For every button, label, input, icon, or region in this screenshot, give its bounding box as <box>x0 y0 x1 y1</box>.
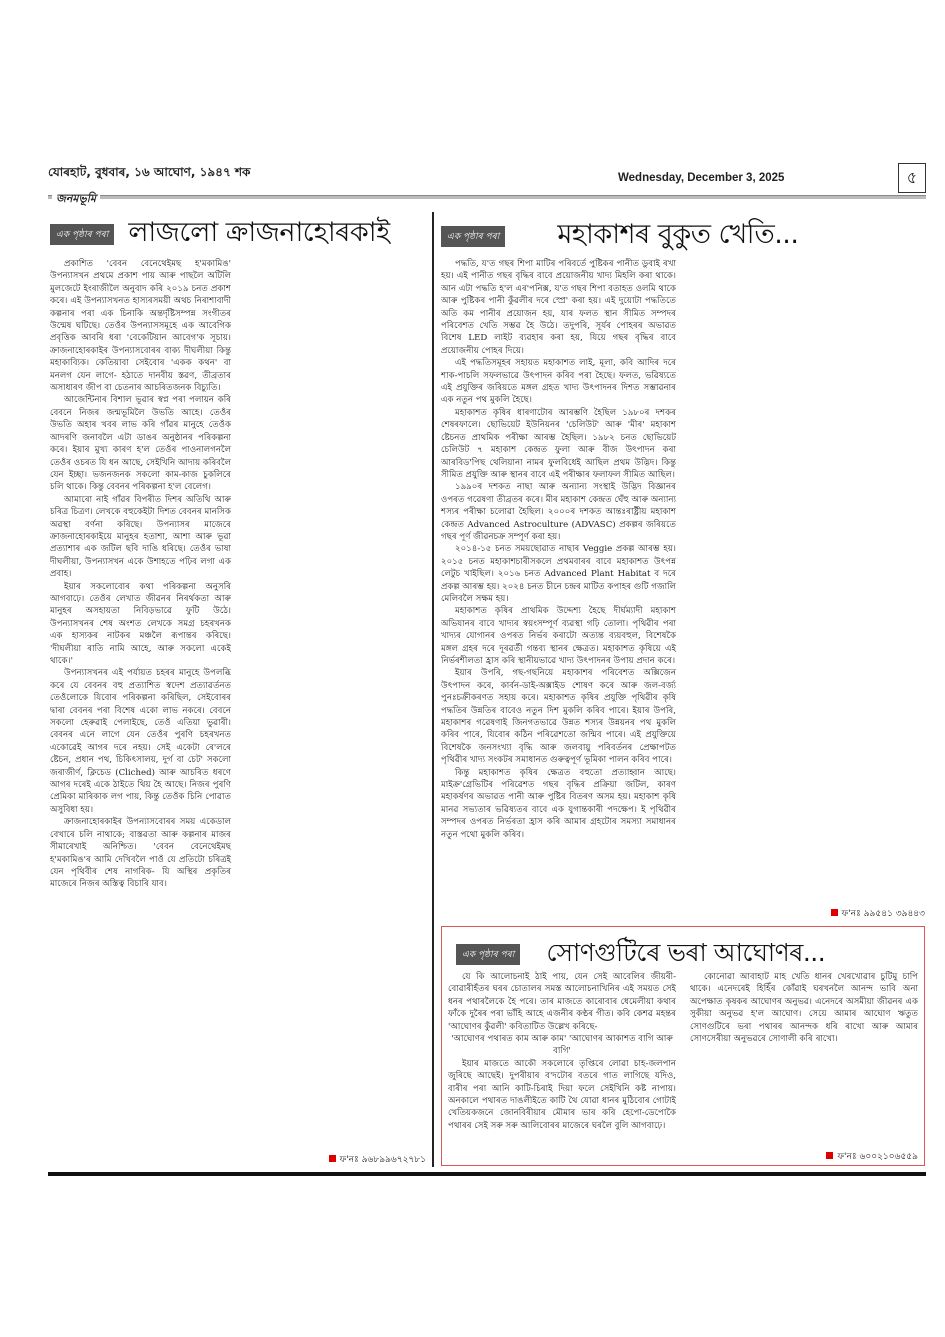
article-3-phone <box>718 1149 918 1164</box>
paragraph: প্ৰকাশিত 'বেবন বেনেথেইমছ হ'মকামিঙ' উপন্যাসখন প্ৰথমে প্ৰকাশ পায় আৰু পাছলৈ অটিলি মুলজেটে ইংৰাজীলৈ অনুবাদ কৰি ২০১৯ চনত প্ৰকাশ কৰে। এই উপন্যাসখনত হাস্যৰসময়ী অথচ নিৰাশাবাদী কল্পনাৰ পৰা এক চিনাকি অন্তৰ্দৃষ্টিসম্পন্ন সংগীতৰ উন্মেষ ঘটিছে। তেওঁৰ উপন্যাসসমূহে এক আবেগিক প্ৰবৃত্তিক আবৰি ধৰা 'বেকেটিয়ান আবেগ'ক সূচায়। ক্ৰাজনাহোৰকাইৰ উপন্যাসবোৰৰ বাক্য দীঘলীয়া কিন্তু মহাকাব্যিক। কেতিয়াবা সেইবোৰ 'একক কথন' বা মনলগ যেন লাগে- হঠাতে দানবীয় স্তৱণ, তীব্ৰতাৰ অসাধাৰণ জীপ বা চেতনাৰ আচৰিতজনক বিচ্যুতি। <box>50 259 231 394</box>
bullet-icon <box>329 1155 336 1162</box>
paragraph: উপন্যাসখনৰ এই পৰ্যায়ত চহৰৰ মানুহে উপলব্ধি কৰে যে বেবনৰ বহু প্ৰত্যাশিত স্বদেশ প্ৰত্যাৱৰ্তনত তেওঁলোকে যিবোৰ পৰিকল্পনা কৰিছিল, সেইবোৰৰ দ্বাৰা বেবনৰ পৰা বিশেষ একো লাভ নকৰে। বেবনে সকলো হেৰুৱাই পেলাইছে, তেওঁ এতিয়া ভুৱাৰী। বেবনৰ এনে লাগে যেন তেওঁৰ পুৰণি চহৰখনত একোৱেই আগৰ দৰে নহয়। সেই একেটা ৰে'লৰে ষ্টেচন, প্ৰধান পথ, চিকিৎসালয়, দুৰ্গ বা চেট' সকলো জৰাজীৰ্ণ, ক্লিচেড (Cliched) আৰু আচৰিত ধৰণে আগৰ দৰেই একে ঠাইতে থিয় হৈ আছে। নিজৰ পুৰণি প্ৰেমিকা মাৰিকাক লগ পায়, কিন্তু তেওঁক চিনি পোৱাত অসুবিধা হয়। <box>50 668 231 815</box>
bullet-icon <box>831 909 838 916</box>
paragraph: আজেন্টিনাৰ বিশাল ভূৱাৰ স্বপ্ন পৰা পলায়ন কৰি বেবনে নিজৰ জন্মভূমিলৈ উভতি আহে। তেওঁৰ উভতি অহাৰ খবৰ লাভ কৰি গাঁৱৰ মানুহে তেওঁক আদৰণি জনাবলৈ এটা ডাঙৰ অনুষ্ঠানৰ পৰিকল্পনা কৰে। ইয়াৰ মুখ্য কাৰণ হ'ল তেওঁৰ পাওনালগনলৈ তেওঁৰ ওচৰত যি ধন আছে, সেইখিনি আদায় কৰিবলৈ যেন ইচ্ছা। ভজনজনক সকলো কাম-কাজ চুকলিৰে চলি থাকে। কিন্তু বেবনৰ পৰিকল্পনা হ'ল বেলেগ। <box>50 395 231 493</box>
paragraph: মহাকাশত কৃষিৰ ধাৰণাটোৰ আৰম্ভণি হৈছিল ১৯৮০ৰ দশকৰ শেষৰফালে। ছোভিয়েট ইউনিয়নৰ 'চেলিউট' আৰু 'মীৰ' মহাকাশ ষ্টেচনত প্ৰাথমিক পৰীক্ষা আৰম্ভ হৈছিল। ১৯৮২ চনত ছোভিয়েট চেলিউট ৭ মহাকাশ কেন্দ্ৰত ফুলা আৰু বীজ উৎপাদন কৰা আৰবিড'পিছ থেলিয়ানা নামৰ ফুলবিধেই আছিল প্ৰথম উদ্ভিদ। কিন্তু সীমিত প্ৰযুক্তি আৰু স্থানৰ বাবে এই পৰীক্ষাৰ ফলাফল সীমিত আছিল। <box>441 407 676 480</box>
paragraph: আমাৰো নাই গাঁৱৰ বিপৰীত দিশৰ অতিথি আৰু চৰিত্ৰ চিত্ৰণ। লেখকে বহুকেইটা দিশত বেবনৰ মানসিক অৱস্থা বৰ্ণনা কৰিছে। উপন্যাসৰ মাজেৰে ক্ৰাজনাহোৰকাইয়ে মানুহৰ হতাশা, আশা আৰু ভূৱা প্ৰত্যাশাৰ এক জটিল ছবি দাঙি ধৰিছে। তেওঁৰ ভাষা দীঘলীয়া, উপন্যাসখন একে উশাহতে পঢ়িব লগা এক প্ৰবাহ। <box>50 494 231 580</box>
phone-number: ফ'নঃ ৯৯৫৪১ ৩৯৪৪৩ <box>841 909 925 919</box>
poem-quote: 'আঘোণৰ পথাৰত কাম আৰু কাম' 'আঘোণৰ আকাশত বাগি আৰু বাগি' <box>451 1034 673 1057</box>
article-title: লাজলো ক্ৰাজনাহোৰকাই <box>128 217 390 248</box>
paragraph: কোনোৱা আবাহাট মাহ খেতি ধানৰ খেৰখোৱাৰ চুটিমু চাপি থাকে। এনেদৰেই হিহিঁৰ কোঁৱাই ঘৰখনলৈ আনন্দ ভাবি অনা অপেক্ষাত কৃষকৰ আঘোণৰ অনুভৱ। এনেদৰে অসমীয়া জীৱনৰ এক সুকীয়া অনুভৱ হ'ল আঘোণ। সেয়ে আমাৰ আঘোণ ঋতুত সোণগুটিৰে ভৰা পথাৰৰ আনন্দক ধৰি ৰাখো আৰু আমাৰ সোণসেৰীয়া অনুভৱৰে সোণালী কৰি ৰাখো। <box>690 972 918 1045</box>
article-1-headline <box>50 212 390 257</box>
date-assamese: যোৰহাট, বুধবাৰ, ১৬ আঘোণ, ১৯৪৭ শক <box>48 165 251 179</box>
paragraph: ২০১৪-১৫ চনত সময়ছোৱাত নাছাৰ Veggie প্ৰকল্প আৰম্ভ হয়। ২০১৫ চনত মহাকাশচাৰীসকলে প্ৰথমবাৰৰ বাবে মহাকাশত উৎপন্ন লেটুচ খাইছিল। ২০১৬ চনত Advanced Plant Habitat ব দৰে প্ৰকল্প আৰম্ভ হয়। ২০২৪ চনত চীনে চন্দ্ৰৰ মাটিত কপাহৰ গুটি গজালি মেলিবলৈ সক্ষম হয়। <box>441 544 676 604</box>
article-3-body <box>448 971 918 1147</box>
continued-tag: এক পৃষ্ঠাৰ পৰা <box>441 226 505 247</box>
paragraph: ক্ৰাজনাহোৰকাইৰ উপন্যাসবোৰৰ সময় একেডাল বেখাৰে চলি নাথাকে; বাস্তৱতা আৰু কল্পনাৰ মাজৰ সীমাৰেখাই অনিশ্চিত। 'বেবন বেনেথেইমছ হ'মকামিঙ'ৰ আমি দেখিবলৈ পাওঁ যে প্ৰতিটো চৰিত্ৰই যেন পৃথিবীৰ শেষ নাগৰিক- যি অস্থিৰ প্ৰকৃতিৰ মাজেৰে নিজৰ অস্তিত্ব বিচাৰি যাব। <box>50 817 231 890</box>
continued-tag: এক পৃষ্ঠাৰ পৰা <box>50 224 114 245</box>
paragraph: ইয়াৰ মাজতে আকৌ সকলোৰে তৃপ্তিৰে লোৱা চাহ-জলপান জুৰিছে আছেই। দুপৰীয়াৰ ব'দটোৰ বতৰে গাত লাগিছে যদিও, বাৰীৰ পৰা আনি কাটি-চিৰাই দিয়া ফলে সেইখিনি কষ্ট নাপায়। অনকালে পথাৰত দাঙলীইতে কাটি থৈ যোৱা ধানৰ মুঠিবোৰ গোটাই খেতিয়কজনে জোনবিৰীয়াৰ মৌমাৰ ভাৰ কৰি হেপো-ডেপোকৈ পথাৰৰ সেই সৰু সৰু আলিবোৰৰ মাজেৰে ঘৰলৈ বুলি আগবাঢ়ে। <box>448 1058 676 1131</box>
paragraph: ১৯৯০ৰ দশকত নাছা আৰু অন্যান্য সংস্থাই উদ্ভিদ বিজ্ঞানৰ ওপৰত গৱেষণা তীব্ৰতৰ কৰে। মীৰ মহাকাশ কেন্দ্ৰত ঘেঁহু আৰু অন্যান্য শস্যৰ পৰীক্ষা চলোৱা হৈছিল। ২০০০ৰ দশকত আন্তঃৰাষ্ট্ৰীয় মহাকাশ কেন্দ্ৰত Advanced Astroculture (ADVASC) প্ৰকল্পৰ জৰিয়তে গছৰ পূৰ্ণ জীৱনচক্ৰ সম্পূৰ্ণ কৰা হয়। <box>441 482 676 542</box>
paragraph: এই পদ্ধতিসমূহৰ সহায়ত মহাকাশত লাই, মূলা, কবি আদিৰ দৰে শাক-পাচলি সফলভাৱে উৎপাদন কৰিব পৰা হৈছে। ফলত, ভৱিষ্যতে এই প্ৰযুক্তিৰ জৰিয়তে মঙ্গল গ্ৰহত খাদ্য উৎপাদনৰ দিশত সম্ভাৱনাৰ এক নতুন পথ মুকলি হৈছে। <box>441 358 676 406</box>
masthead-rule <box>48 195 926 199</box>
paragraph: কিন্তু মহাকাশত কৃষিৰ ক্ষেত্ৰত বহুতো প্ৰত্যাহ্বান আছে। মাইক্ৰ'গ্ৰেভিটিৰ পৰিৱেশত গছৰ বৃদ্ধিৰ প্ৰক্ৰিয়া জটিল, কাৰণ মহাকৰ্ষণৰ অভাৱত পানী আৰু পুষ্টিৰ বিতৰণ অসম হয়। মহাকাশ কৃষি মানৱ সভ্যতাৰ ভৱিষ্যতৰ বাবে এক যুগান্তকাৰী পদক্ষেপ। ই পৃথিৱীৰ সম্পদৰ ওপৰত নিৰ্ভৰতা হ্ৰাস কৰি আমাৰ গ্ৰহটোৰ সমস্যা সমাধানৰ নতুন পথো মুকলি কৰিব। <box>441 767 676 840</box>
article-2-headline <box>441 214 798 259</box>
article-1-phone <box>240 1152 426 1167</box>
article-title: মহাকাশৰ বুকুত খেতি... <box>557 219 799 250</box>
article-2-phone <box>700 906 925 921</box>
article-3-headline <box>456 933 825 976</box>
page-number: ৫ <box>898 163 926 193</box>
paragraph: পদ্ধতি, য'ত গছৰ শিপা মাটিৰ পৰিবৰ্তে পুষ্টিকৰ পানীত ডুবাই ৰখা হয়। এই পানীত গছৰ বৃদ্ধিৰ বাবে প্ৰয়োজনীয় খাদ্য মিহলি কৰা থাকে। আন এটা পদ্ধতি হ'ল এৰ'পনিক্স, য'ত গছৰ শিপা বতাহত ওলমি থাকে আৰু পুষ্টিকৰ পানী কুঁৱলীৰ দৰে স্প্ৰে' কৰা হয়। এই দুয়োটা পদ্ধতিতে অতি কম পানীৰ প্ৰয়োজন হয়, যাৰ ফলত স্থান সীমিত সম্পদৰ পৰিবেশত খেতি সম্ভৱ হৈ উঠে। তদুপৰি, সূৰ্যৰ পোহৰৰ অভাৱত বিশেষ LED লাইট ব্যৱহাৰ কৰা হয়, যিয়ে গছৰ বৃদ্ধিৰ বাবে প্ৰয়োজনীয় পোহৰ দিয়ে। <box>441 259 676 356</box>
paragraph: যে কি আলোচনাই ঠাই পায়, যেন সেই আবেলিৰ জীয়ৰী-বোৱাৰীহঁতৰ ঘৰৰ চোতালৰ সমস্ত আলোচনাখিনিৰ এই সময়ত সেই ধনৰ পথাৰলৈকে হৈ পৰে। তাৰ মাজতে কাৰোবাৰ ধেমেলীয়া কথাৰ ফাঁকে দুৰৈৰ পৰা ভাঁহি আহে এজনীৰ কণ্ঠৰ গীত। কবি কেশৱ মহন্তৰ 'আঘোণৰ কুঁৱলী' কবিতাটিত উল্লেখ কৰিছে- <box>448 972 676 1032</box>
column-divider <box>432 212 434 1167</box>
masthead-logo: জনমভূমি <box>52 190 100 209</box>
article-1-body <box>50 258 426 1148</box>
article-3-box <box>441 926 925 1166</box>
paragraph: মহাকাশত কৃষিৰ প্ৰাথমিক উদ্দেশ্য হৈছে দীৰ্ঘম্যাদী মহাকাশ অভিযানৰ বাবে খাদ্যৰ স্বয়ংসম্পূৰ্ণ ব্যৱস্থা গঢ়ি তোলা। পৃথিৱীৰ পৰা খাদ্যৰ যোগানৰ ওপৰত নিৰ্ভৰ কৰাটো অত্যন্ত ব্যয়বহুল, বিশেষকৈ মঙ্গল গ্ৰহৰ দৰে দূৰৱৰ্তী গন্তব্য স্থানৰ ক্ষেত্ৰত। মহাকাশত কৃষিয়ে এই নিৰ্ভৰশীলতা হ্ৰাস কৰি স্থানীয়ভাৱে খাদ্য উৎপাদনৰ উপায় প্ৰদান কৰে। <box>441 606 676 666</box>
article-2-body <box>441 258 925 898</box>
paragraph: ইয়াৰ সকলোবোৰ কথা পৰিকল্পনা অনুসৰি আগবাঢ়ে। তেওঁৰ লেখাত জীৱনৰ নিৰৰ্থকতা আৰু মানুহৰ অসহায়তা নিবিড়ভাৱে ফুটি উঠে। উপন্যাসখনৰ শেষ অংশত লেখকে সমগ্ৰ চহৰখনক এক হাস্যকৰ নাটকৰ মঞ্চলৈ ৰূপান্তৰ কৰিছে। 'দীঘলীয়া ৰাতি নামি আহে, আৰু সকলো একেই থাকে।' <box>50 581 231 666</box>
bullet-icon <box>826 1152 833 1159</box>
page-bottom-rule <box>48 1172 926 1176</box>
continued-tag: এক পৃষ্ঠাৰ পৰা <box>456 944 520 965</box>
paragraph: ইয়াৰ উপৰি, গছ-গছনিয়ে মহাকাশৰ পৰিবেশত অক্সিজেন উৎপাদন কৰে, কাৰ্বন-ডাই-অক্সাইড শোষণ কৰে আৰু জল-বৰ্জ্য পুনঃচক্ৰীকৰণত সহায় কৰে। মহাকাশত কৃষিৰ প্ৰযুক্তি পৃথিৱীৰ কৃষি পদ্ধতিৰ উন্নতিৰ বাবেও নতুন দিশ মুকলি কৰিব পাৰে। ইয়াৰ উপৰি, মহাকাশৰ গৱেষণাই জিনগতভাৱে উন্নত শস্যৰ উন্নয়নৰ পথ মুকলি কৰিব পাৰে, যিবোৰ কঠিন পৰিৱেশতো জন্মিব পাৰে। এই প্ৰযুক্তিয়ে বিশেষকৈ জনসংখ্যা বৃদ্ধি আৰু জলবায়ু পৰিবৰ্তনৰ প্ৰেক্ষাপটত পৃথিৱীৰ খাদ্য সংকটৰ সমাধানত গুৰুত্বপূৰ্ণ ভূমিকা পালন কৰিব পাৰে। <box>441 668 676 766</box>
phone-number: ফ'নঃ ৬০০২১০৬৫৫৯ <box>837 1152 918 1162</box>
article-title: সোণগুটিৰে ভৰা আঘোণৰ... <box>546 938 826 967</box>
phone-number: ফ'নঃ ৯৬৮৯৯৬৭২৭৮১ <box>339 1155 426 1165</box>
date-english: Wednesday, December 3, 2025 <box>618 172 785 184</box>
